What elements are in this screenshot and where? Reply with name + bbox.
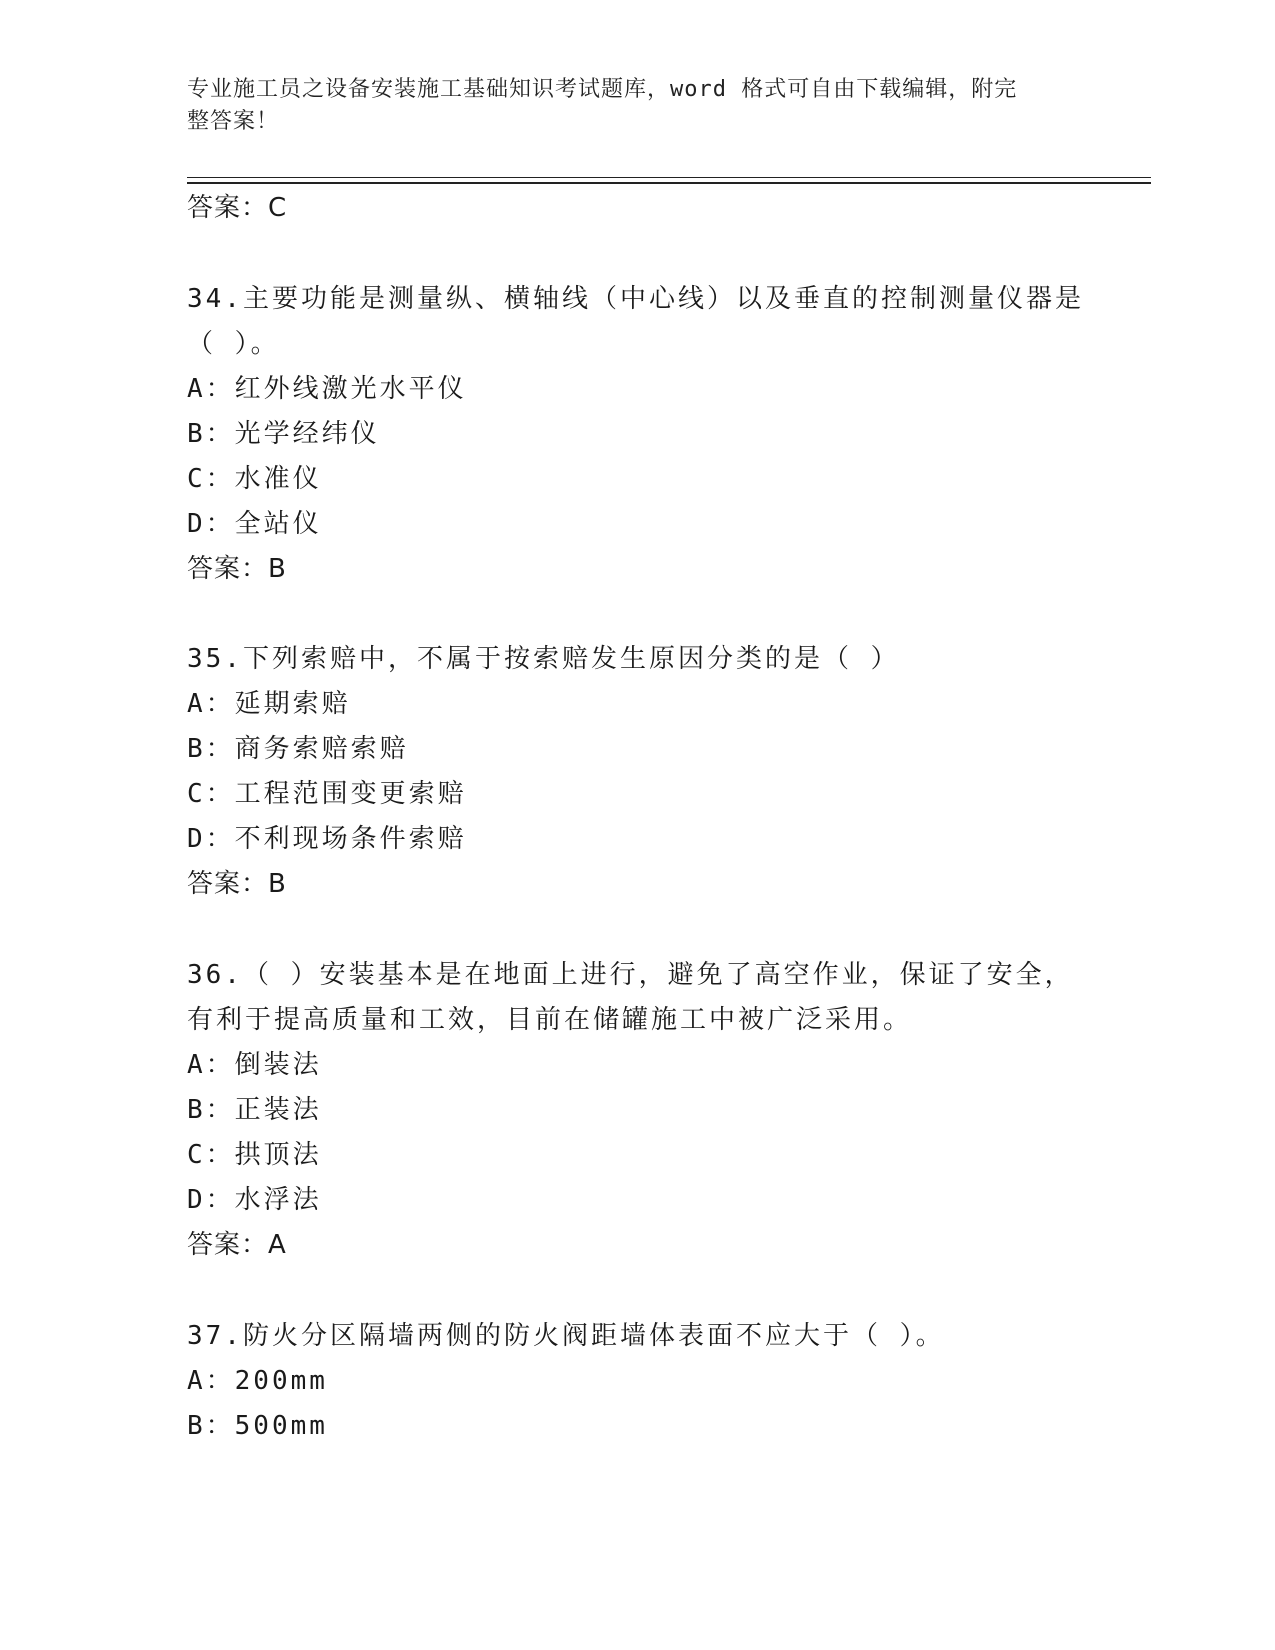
question-34-answer: 答案：B bbox=[187, 554, 287, 584]
question-36-option-a: A：倒装法 bbox=[187, 1050, 322, 1080]
question-36-option-d: D：水浮法 bbox=[187, 1185, 322, 1215]
question-37-option-a: A：200mm bbox=[187, 1366, 328, 1396]
question-36-option-c: C：拱顶法 bbox=[187, 1140, 322, 1170]
header-rule-thick bbox=[187, 182, 1151, 184]
document-header bbox=[187, 74, 1067, 138]
question-35-option-b: B：商务索赔索赔 bbox=[187, 734, 409, 764]
question-36-stem-1: 36.（ ）安装基本是在地面上进行，避免了高空作业，保证了安全， bbox=[187, 960, 1074, 990]
question-34-stem-1: 34.主要功能是测量纵、横轴线（中心线）以及垂直的控制测量仪器是 bbox=[187, 284, 1084, 314]
question-35-option-d: D：不利现场条件索赔 bbox=[187, 824, 467, 854]
header-line-2: 整答案！ bbox=[187, 109, 280, 134]
header-rule-thin bbox=[187, 177, 1151, 178]
question-36-option-b: B：正装法 bbox=[187, 1095, 322, 1125]
question-35-option-a: A：延期索赔 bbox=[187, 689, 351, 719]
question-35-stem-1: 35.下列索赔中，不属于按索赔发生原因分类的是（ ） bbox=[187, 644, 900, 674]
question-34-stem-2: （ ）。 bbox=[187, 329, 280, 359]
answer-33: 答案：C bbox=[187, 193, 288, 223]
question-34-option-b: B：光学经纬仪 bbox=[187, 419, 380, 449]
question-37-option-b: B：500mm bbox=[187, 1411, 328, 1441]
question-37-stem-1: 37.防火分区隔墙两侧的防火阀距墙体表面不应大于（ ）。 bbox=[187, 1321, 945, 1351]
question-34-option-c: C：水准仪 bbox=[187, 464, 322, 494]
question-35-option-c: C：工程范围变更索赔 bbox=[187, 779, 467, 809]
header-line-1: 专业施工员之设备安装施工基础知识考试题库，word 格式可自由下载编辑，附完 bbox=[187, 77, 1018, 102]
question-35-answer: 答案：B bbox=[187, 869, 287, 899]
question-36-answer: 答案：A bbox=[187, 1230, 287, 1260]
question-34-option-a: A：红外线激光水平仪 bbox=[187, 374, 467, 404]
question-36-stem-2: 有利于提高质量和工效，目前在储罐施工中被广泛采用。 bbox=[187, 1005, 913, 1035]
question-34-option-d: D：全站仪 bbox=[187, 509, 322, 539]
